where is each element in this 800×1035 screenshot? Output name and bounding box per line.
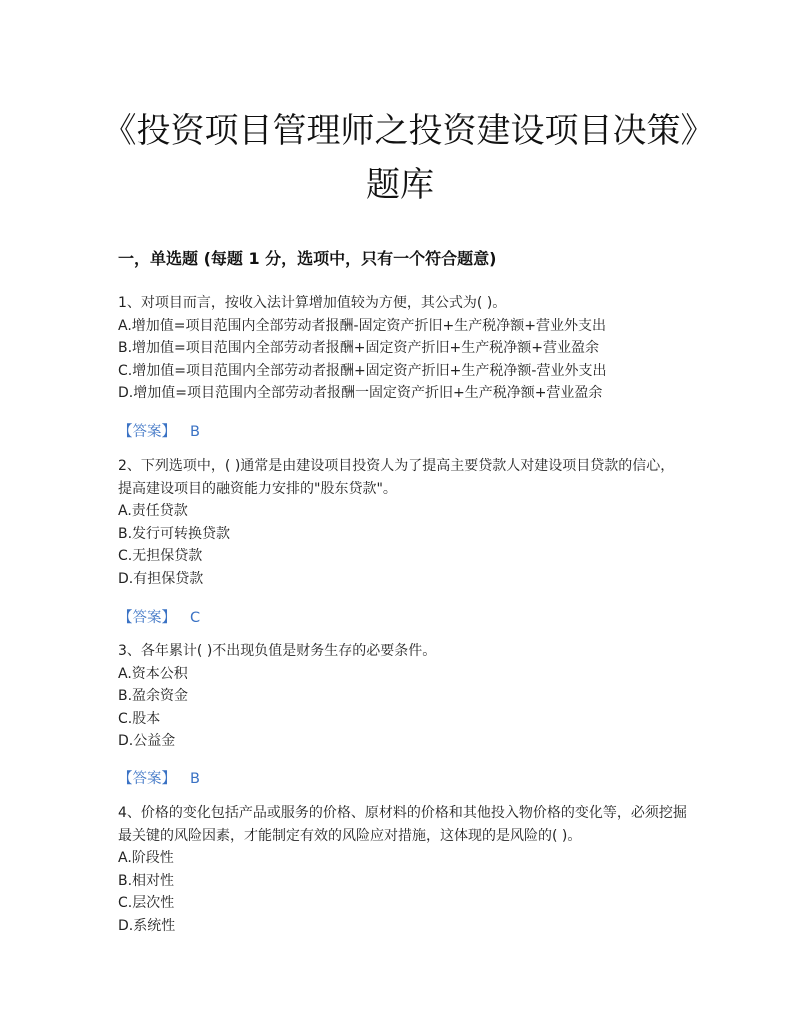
answer-value: B <box>190 771 200 787</box>
document-title: 《投资项目管理师之投资建设项目决策》题库 <box>102 111 698 205</box>
answer-2 <box>118 606 200 627</box>
question-stem: 2、下列选项中，( )通常是由建设项目投资人为了提高主要贷款人对建设项目贷款的信心，提高建设项目的融资能力安排的"股东贷款"。 <box>118 458 675 497</box>
option-a: A.资本公积 <box>118 665 188 682</box>
answer-value: B <box>190 424 200 440</box>
option-d: D.公益金 <box>118 733 176 749</box>
option-d: D.系统性 <box>118 917 176 934</box>
answer-label: 【答案】 <box>118 771 176 787</box>
option-c: C.无担保贷款 <box>118 548 203 564</box>
option-b: B.相对性 <box>118 872 175 889</box>
option-a: A.责任贷款 <box>118 503 188 519</box>
question-stem: 4、价格的变化包括产品或服务的价格、原材料的价格和其他投入物价格的变化等，必须挖掘最关键的风险因素，才能制定有效的风险应对措施，这体现的是风险的( )。 <box>118 805 687 844</box>
question-4 <box>118 802 688 937</box>
option-a: A.增加值=项目范围内全部劳动者报酬-固定资产折旧+生产税净额+营业外支出 <box>118 317 607 334</box>
answer-value: C <box>190 610 201 626</box>
question-1 <box>118 292 688 405</box>
answer-1 <box>118 420 200 441</box>
answer-label: 【答案】 <box>118 610 176 626</box>
answer-3 <box>118 767 200 788</box>
question-stem: 1、对项目而言，按收入法计算增加值较为方便，其公式为( )。 <box>118 295 507 311</box>
section-heading: 一，单选题 (每题 1 分，选项中，只有一个符合题意) <box>118 249 497 268</box>
option-b: B.增加值=项目范围内全部劳动者报酬+固定资产折旧+生产税净额+营业盈余 <box>118 340 599 356</box>
option-a: A.阶段性 <box>118 850 174 866</box>
question-3 <box>118 640 688 753</box>
option-b: B.盈余资金 <box>118 688 189 704</box>
option-d: D.增加值=项目范围内全部劳动者报酬一固定资产折旧+生产税净额+营业盈余 <box>118 385 603 401</box>
option-c: C.层次性 <box>118 895 175 911</box>
question-stem: 3、各年累计( )不出现负值是财务生存的必要条件。 <box>118 643 437 659</box>
question-2 <box>118 455 688 590</box>
answer-label: 【答案】 <box>118 424 176 440</box>
option-d: D.有担保贷款 <box>118 570 204 587</box>
option-b: B.发行可转换贷款 <box>118 525 231 542</box>
option-c: C.股本 <box>118 710 161 727</box>
option-c: C.增加值=项目范围内全部劳动者报酬+固定资产折旧+生产税净额-营业外支出 <box>118 362 607 379</box>
